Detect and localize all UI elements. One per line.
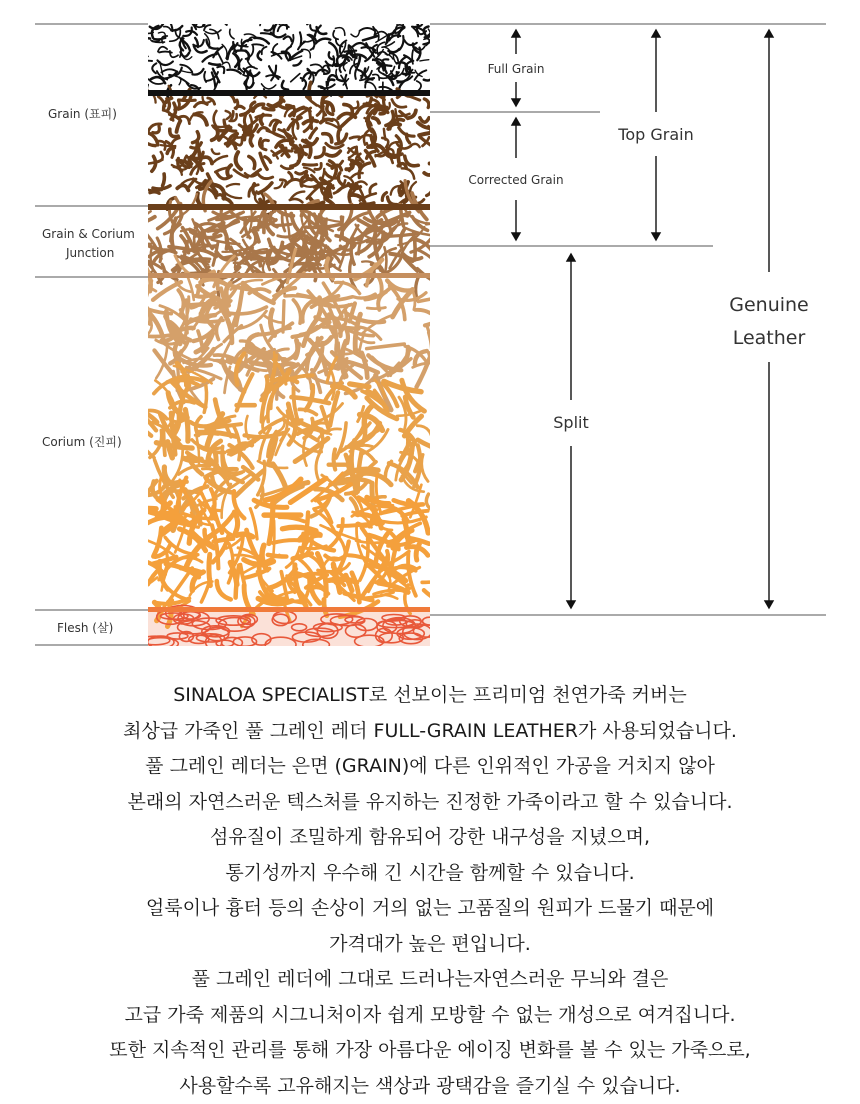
fiber-stroke — [429, 353, 440, 388]
fiber-stroke — [169, 247, 184, 249]
fiber-stroke — [163, 428, 165, 455]
flesh-top-band — [148, 607, 430, 612]
junction-label-line1: Grain & Corium — [42, 227, 135, 241]
fiber-stroke — [150, 192, 159, 193]
top-grain-label: Top Grain — [617, 125, 693, 144]
fiber-stroke — [127, 244, 152, 246]
fiber-stroke — [144, 60, 152, 61]
fiber-stroke — [350, 137, 359, 139]
fiber-stroke — [334, 450, 336, 470]
corium-label: Corium (진피) — [42, 434, 122, 449]
description-line: 풀 그레인 레더에 그대로 드러나는자연스러운 무늬와 결은 — [0, 962, 860, 998]
genuine-leather-label-line1: Genuine — [729, 294, 809, 316]
dimension-arrows — [512, 30, 773, 608]
fiber-stroke — [367, 308, 385, 309]
flesh-label: Flesh (살) — [57, 620, 113, 635]
fiber-stroke — [295, 340, 297, 358]
fiber-stroke — [263, 108, 274, 110]
fiber-stroke — [414, 233, 415, 260]
description-line: 풀 그레인 레더는 은면 (GRAIN)에 다른 인위적인 가공을 거치지 않아 — [0, 749, 860, 785]
fiber-stroke — [145, 47, 148, 57]
fiber-stroke — [179, 100, 196, 101]
fiber-stroke — [307, 18, 317, 24]
split-label: Split — [553, 413, 588, 432]
description-line: 또한 지속적인 관리를 통해 가장 아름다운 에이징 변화를 볼 수 있는 가죽으로, — [0, 1033, 860, 1069]
corrected-grain-label: Corrected Grain — [468, 173, 563, 187]
description-line: 통기성까지 우수해 긴 시간을 함께할 수 있습니다. — [0, 856, 860, 892]
description-line: 얼룩이나 흉터 등의 손상이 거의 없는 고품질의 원피가 드물기 때문에 — [0, 891, 860, 927]
description-line: 최상급 가죽인 풀 그레인 레더 FULL-GRAIN LEATHER가 사용되었습니다. — [0, 714, 860, 750]
fiber-stroke — [303, 164, 316, 165]
junction-top-band — [148, 204, 430, 210]
fiber-stroke — [185, 410, 188, 442]
fiber-stroke — [345, 51, 357, 52]
fiber-stroke — [215, 453, 216, 470]
description-line: SINALOA SPECIALIST로 선보이는 프리미엄 천연가죽 커버는 — [0, 678, 860, 714]
fiber-stroke — [430, 163, 438, 173]
fiber-stroke — [350, 384, 369, 387]
description-line: 가격대가 높은 편입니다. — [0, 927, 860, 963]
fiber-stroke — [390, 14, 397, 26]
description-line: 본래의 자연스러운 텍스처를 유지하는 진정한 가죽이라고 할 수 있습니다. — [0, 785, 860, 821]
description-line: 고급 가죽 제품의 시그니처이자 쉽게 모방할 수 없는 개성으로 여겨집니다. — [0, 998, 860, 1034]
full-grain-label: Full Grain — [488, 62, 545, 76]
description-line: 사용할수록 고유해지는 색상과 광택감을 즐기실 수 있습니다. — [0, 1069, 860, 1104]
right-rules — [430, 24, 826, 615]
description-line: 섬유질이 조밀하게 함유되어 강한 내구성을 지녔으며, — [0, 820, 860, 856]
fiber-stroke — [163, 174, 165, 186]
fiber-stroke — [203, 14, 208, 26]
genuine-leather-label-line2: Leather — [733, 327, 806, 349]
fiber-stroke — [384, 129, 386, 140]
fiber-stroke — [264, 212, 265, 233]
grain-bottom-band — [148, 90, 430, 96]
junction-bottom-band — [148, 273, 430, 278]
fiber-stroke — [236, 100, 238, 109]
description-block — [0, 678, 860, 1104]
fiber-stroke — [209, 63, 220, 64]
leather-cross-section — [118, 11, 454, 652]
fiber-stroke — [159, 52, 172, 53]
grain-label: Grain (표피) — [48, 106, 117, 121]
junction-label-line2: Junction — [65, 246, 114, 260]
fiber-stroke — [222, 11, 227, 25]
